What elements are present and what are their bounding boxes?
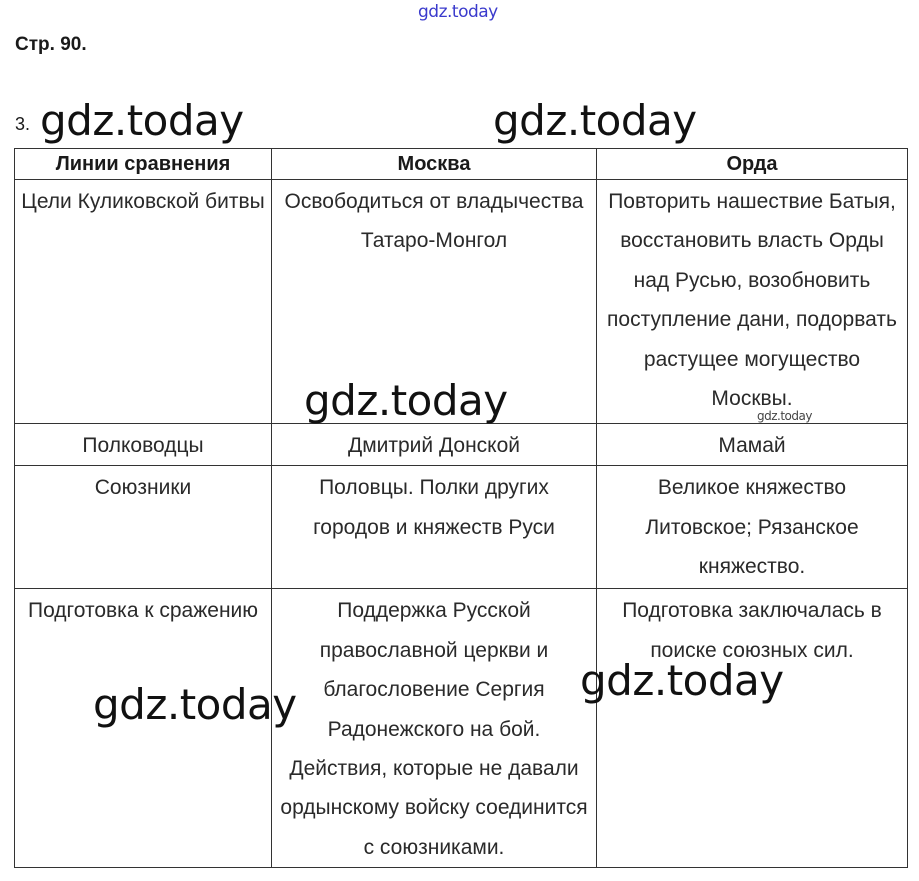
cell-moscow: Освободиться от владычества Татаро-Монгол — [272, 180, 597, 424]
cell-moscow: Дмитрий Донской — [272, 424, 597, 466]
cell-horde: Великое княжество Литовское; Рязанское княжество. — [597, 466, 908, 589]
watermark: gdz.today — [93, 680, 297, 729]
cell-criterion: Цели Куликовской битвы — [15, 180, 272, 424]
cell-horde: Подготовка заключалась в поиске союзных сил. — [597, 589, 908, 868]
watermark-top[interactable]: gdz.today — [418, 2, 498, 22]
table-header-row — [15, 149, 908, 180]
header-horde: Орда — [597, 149, 908, 180]
cell-criterion: Союзники — [15, 466, 272, 589]
watermark-small: gdz.today — [757, 409, 812, 423]
watermark: gdz.today — [40, 96, 244, 145]
watermark: gdz.today — [493, 96, 697, 145]
cell-moscow: Поддержка Русской православной церкви и благословение Сергия Радонежского на бой. Действия, которые не давали ордынскому войску соединится с союзниками. — [272, 589, 597, 868]
page-title: Стр. 90. — [15, 34, 87, 55]
cell-criterion: Полководцы — [15, 424, 272, 466]
cell-criterion: Подготовка к сражению — [15, 589, 272, 868]
table-row — [15, 466, 908, 589]
cell-horde: Мамай — [597, 424, 908, 466]
watermark: gdz.today — [580, 656, 784, 705]
task-number: 3. — [15, 114, 31, 134]
header-moscow: Москва — [272, 149, 597, 180]
header-comparison-lines: Линии сравнения — [15, 149, 272, 180]
comparison-table — [14, 148, 908, 868]
cell-horde: Повторить нашествие Батыя, восстановить власть Орды над Русью, возобновить поступление дани, подорвать растущее могущество Москвы. — [597, 180, 908, 424]
table-row — [15, 424, 908, 466]
cell-moscow: Половцы. Полки других городов и княжеств Руси — [272, 466, 597, 589]
watermark: gdz.today — [304, 376, 508, 425]
